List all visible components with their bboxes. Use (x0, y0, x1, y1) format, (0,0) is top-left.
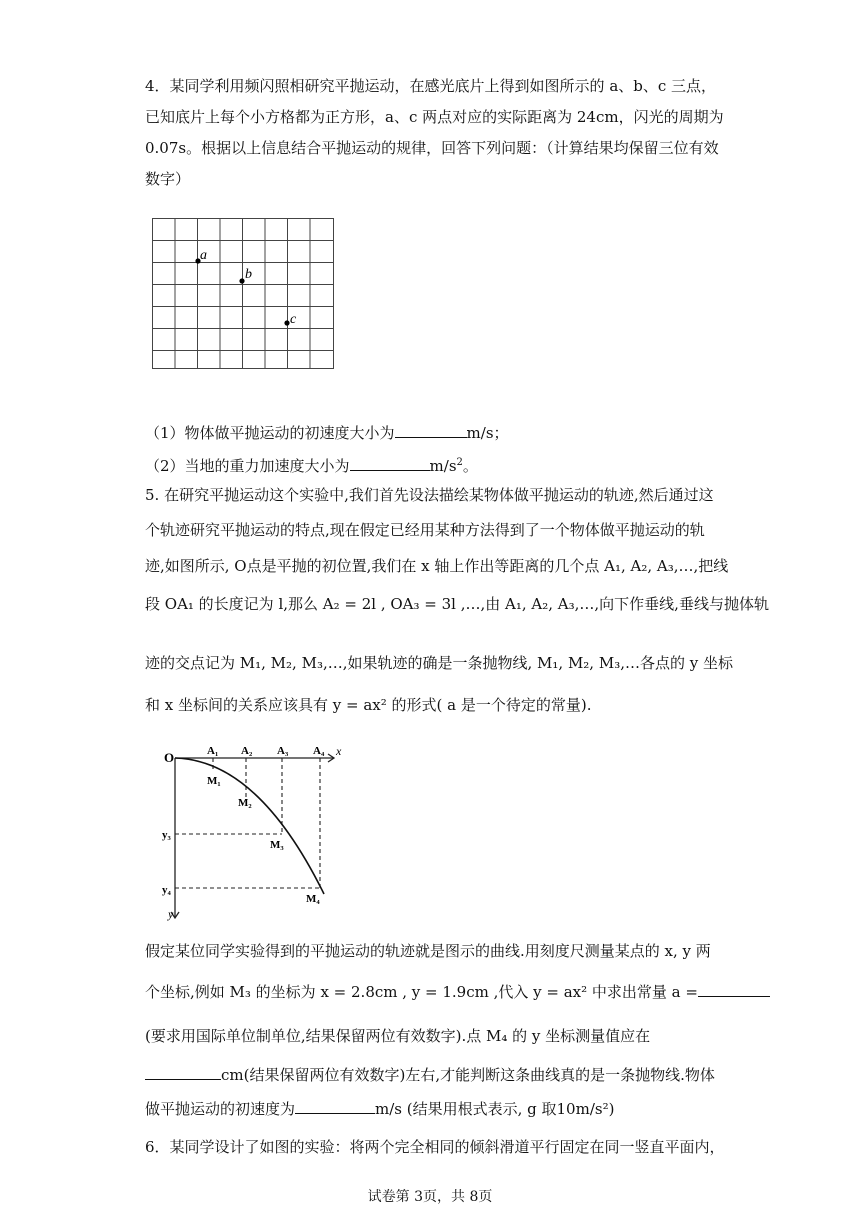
q4-sub1-unit: m/s； (466, 424, 509, 442)
q4-sub-1 (145, 422, 509, 444)
y4-label: y₄ (162, 884, 171, 896)
origin-label: O (164, 750, 175, 765)
q5-line-10 (145, 1064, 715, 1086)
y-axis-label: y (168, 907, 174, 921)
q4-sub2-sup: 2 (456, 457, 463, 468)
m1-label: M₁ (207, 775, 221, 787)
q5-line-6: 和 x 坐标间的关系应该具有 y = ax² 的形式( a 是一个待定的常量). (145, 696, 592, 714)
a1-label: A₁ (207, 745, 219, 757)
q4-sub-2 (145, 452, 478, 477)
q5-line11-prefix: 做平抛运动的初速度为 (145, 1100, 296, 1118)
q5-m4-y-blank[interactable] (145, 1064, 221, 1080)
q5-initial-velocity-blank[interactable] (295, 1098, 375, 1114)
x-axis-label: x (336, 744, 342, 758)
q5-line-4: 段 OA₁ 的长度记为 l,那么 A₂ = 2l , OA₃ = 3l ,…,由 A₁, A₂, A₃,…,向下作垂线,垂线与抛体轨 (145, 595, 769, 613)
y3-label: y₃ (162, 829, 171, 841)
q5-line-2: 个轨迹研究平抛运动的特点,现在假定已经用某种方法得到了一个物体做平抛运动的轨 (145, 521, 705, 539)
m3-label: M₃ (270, 839, 284, 851)
q5-line-9: (要求用国际单位制单位,结果保留两位有效数字).点 M₄ 的 y 坐标测量值应在 (145, 1027, 651, 1045)
q5-line-8 (145, 981, 770, 1003)
point-b (239, 278, 244, 283)
q5-line-7: 假定某位同学实验得到的平抛运动的轨迹就是图示的曲线.用刻度尺测量某点的 x, y 两 (145, 942, 711, 960)
q4-answer-2-blank[interactable] (350, 455, 430, 471)
q5-trajectory-figure (158, 742, 348, 922)
q4-sub2-end: 。 (462, 457, 478, 475)
q4-line-4: 数字） (145, 170, 191, 188)
q5-line-3: 迹,如图所示, O点是平抛的初位置,我们在 x 轴上作出等距离的几个点 A₁, A₂, A₃,…,把线 (145, 557, 729, 575)
q4-sub2-prefix: （2）当地的重力加速度大小为 (145, 457, 350, 475)
q4-line-1: 4．某同学利用频闪照相研究平抛运动，在感光底片上得到如图所示的 a、b、c 三点， (145, 77, 717, 95)
q4-answer-1-blank[interactable] (395, 422, 467, 438)
q5-line10-text: cm(结果保留两位有效数字)左右,才能判断这条曲线真的是一条抛物线.物体 (221, 1066, 715, 1084)
a2-label: A₂ (241, 745, 253, 757)
a4-label: A₄ (313, 745, 325, 757)
q5-line8-text: 个坐标,例如 M₃ 的坐标为 x = 2.8cm , y = 1.9cm ,代入 y = ax² 中求出常量 a = (145, 983, 698, 1001)
label-c: c (290, 312, 297, 327)
q5-line11-suffix: m/s (结果用根式表示, g 取10m/s²) (375, 1100, 615, 1118)
trajectory-curve (175, 758, 324, 894)
m4-label: M₄ (306, 893, 320, 905)
q4-sub2-unit: m/s (429, 457, 457, 475)
q5-constant-a-blank[interactable] (698, 981, 770, 997)
label-a: a (200, 248, 207, 263)
m2-label: M₂ (238, 797, 252, 809)
q5-line-11 (145, 1098, 614, 1120)
a3-label: A₃ (277, 745, 289, 757)
q5-line-5: 迹的交点记为 M₁, M₂, M₃,…,如果轨迹的确是一条抛物线, M₁, M₂, M₃,…各点的 y 坐标 (145, 654, 733, 672)
q4-grid-figure (152, 218, 336, 370)
point-c (284, 320, 289, 325)
q5-line-1: 5. 在研究平抛运动这个实验中,我们首先设法描绘某物体做平抛运动的轨迹,然后通过这 (145, 486, 714, 504)
page-footer: 试卷第 3页，共 8页 (367, 1189, 493, 1205)
label-b: b (245, 267, 252, 282)
q4-sub1-prefix: （1）物体做平抛运动的初速度大小为 (145, 424, 395, 442)
q6-line-1: 6．某同学设计了如图的实验：将两个完全相同的倾斜滑道平行固定在同一竖直平面内， (145, 1138, 725, 1156)
q4-line-2: 已知底片上每个小方格都为正方形，a、c 两点对应的实际距离为 24cm，闪光的周期为 (145, 108, 724, 126)
q4-line-3: 0.07s。根据以上信息结合平抛运动的规律，回答下列问题：（计算结果均保留三位有效 (145, 139, 719, 157)
